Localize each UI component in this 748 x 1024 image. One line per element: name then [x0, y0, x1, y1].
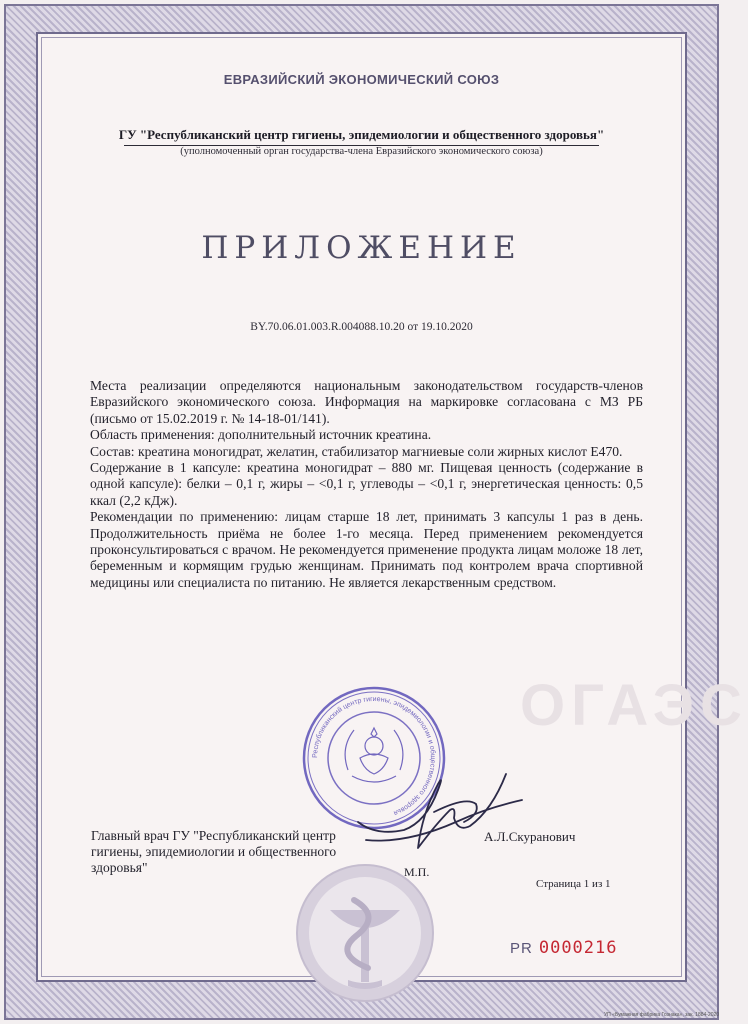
form-serial	[510, 938, 618, 958]
signature	[346, 752, 536, 862]
background-watermark: ОГАЭС	[520, 673, 748, 738]
organization-note: (уполномоченный орган государства-члена Евразийского экономического союза)	[180, 146, 543, 157]
printer-note: УП «Бумажная фабрика Гознака», зак. 1884-2020	[604, 1012, 720, 1018]
serial-number: 0000216	[538, 938, 618, 958]
paragraph-sales: Места реализации определяются национальным законодательством государств-членов Евразийского экономического союза. Информация на маркировке согласована с МЗ РБ (письмо от 15.02.2019 г. № 14-18-01/141).	[90, 378, 643, 426]
body-text	[90, 378, 643, 591]
serial-prefix: PR	[510, 940, 533, 957]
signatory-position: Главный врач ГУ "Республиканский центр гигиены, эпидемиологии и общественного здоровья"	[91, 828, 337, 875]
registration-number: BY.70.06.01.003.R.004088.10.20 от 19.10.2020	[250, 321, 473, 333]
hygiene-emblem-watermark	[290, 858, 440, 1008]
document-title: ПРИЛОЖЕНИЕ	[201, 230, 522, 266]
signatory-name: А.Л.Скуранович	[484, 829, 576, 844]
page-number: Страница 1 из 1	[536, 878, 611, 890]
issuing-organization: ГУ "Республиканский центр гигиены, эпидемиологии и общественного здоровья"	[118, 127, 605, 142]
seal-label: М.П.	[404, 865, 430, 879]
paragraph-composition: Состав: креатина моногидрат, желатин, стабилизатор магниевые соли жирных кислот Е470.	[90, 443, 623, 459]
paragraph-scope: Область применения: дополнительный источник креатина.	[90, 427, 432, 443]
paragraph-recommendations: Рекомендации по применению: лицам старше 18 лет, принимать 3 капсулы 1 раз в день. Продолжительность приёма не более 1-го месяца. Перед применением рекомендуется проконсультироваться с врачом. Не рекомендуется применение продукта лицам моложе 18 лет, беременным и кормящим грудью женщинам. Принимать под контролем врача спортивной медицины или специалиста по питанию. Не является лекарственным средством.	[90, 509, 643, 590]
svg-text:Республиканский центр гигиены,: Республиканский центр гигиены, эпидемиологии и общественного здоровья	[311, 695, 437, 817]
union-name: ЕВРАЗИЙСКИЙ ЭКОНОМИЧЕСКИЙ СОЮЗ	[223, 72, 500, 87]
paragraph-content: Содержание в 1 капсуле: креатина моногидрат – 880 мг. Пищевая ценность (содержание в одной капсуле): белки – 0,1 г, жиры – <0,1 г, углеводы – <0,1 г, энергетическая ценность: 0,5 ккал (2,2 кДж).	[90, 460, 643, 508]
